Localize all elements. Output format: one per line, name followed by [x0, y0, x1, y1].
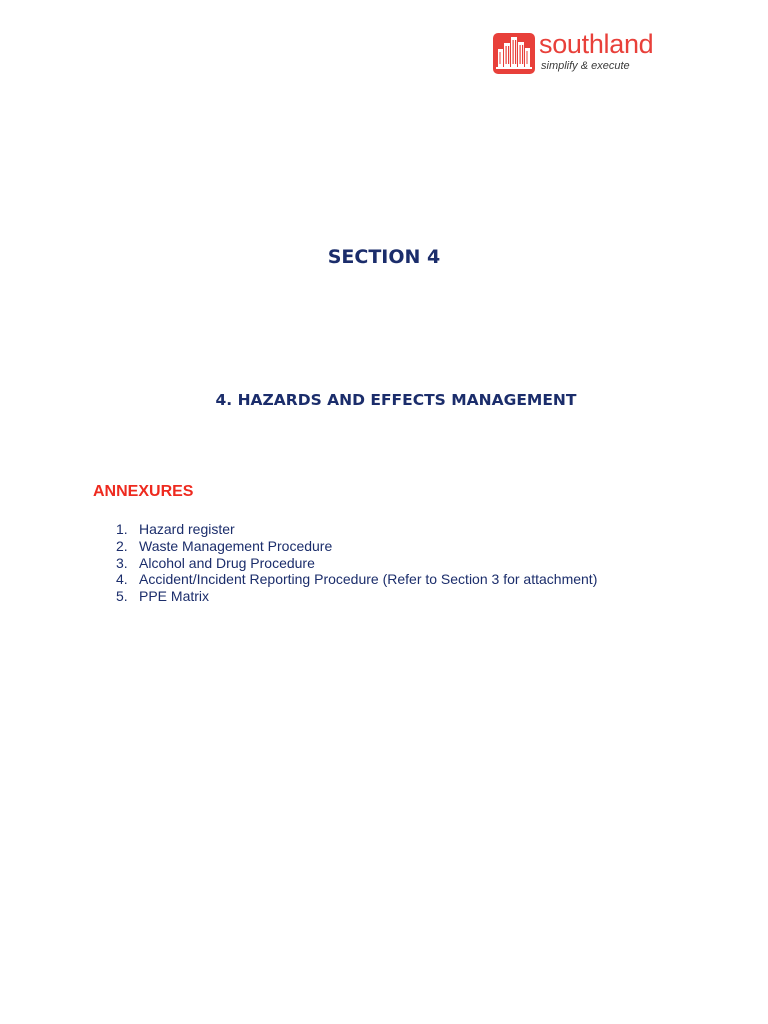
list-item-text: Waste Management Procedure [139, 537, 333, 554]
document-title: 4. HAZARDS AND EFFECTS MANAGEMENT [215, 391, 577, 409]
logo-tagline: simplify & execute [541, 60, 630, 72]
list-item-text: Alcohol and Drug Procedure [139, 554, 315, 571]
city-buildings-icon [493, 33, 535, 74]
list-item-number: 1. [116, 521, 128, 537]
list-item-text: PPE Matrix [139, 588, 210, 604]
company-logo [493, 29, 683, 76]
annexures-heading: ANNEXURES [93, 483, 194, 500]
list-item-number: 3. [116, 554, 128, 571]
list-item-number: 5. [116, 588, 128, 604]
list-item-text: Hazard register [139, 521, 235, 537]
list-item-number: 2. [116, 537, 128, 554]
section-heading: SECTION 4 [327, 246, 441, 268]
logo-wordmark: southland [539, 29, 654, 59]
list-item-text: Accident/Incident Reporting Procedure (Refer to Section 3 for attachment) [139, 571, 598, 588]
list-item-number: 4. [116, 571, 128, 588]
